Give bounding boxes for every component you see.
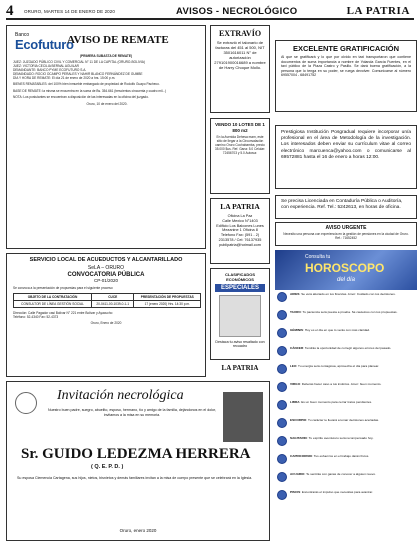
clasificados-label: CLASIFICADOS ECONÓMICOS [225, 272, 255, 282]
gratificacion-title: EXCELENTE GRATIFICACIÓN [292, 44, 400, 53]
page-date: ORURO, MARTES 14 DE ENERO DE 2020 [24, 9, 115, 14]
postgrado-body: Prestigiosa Institución Posgradual requiere incorporar un/a profesional en el área de Metodología de la investigación. Los interesados deben enviar su currículum vitae al correo electrónico marcuenca@yahoo.com o comunicarse al 69572881 hasta el 16 de enero a horas 12:00. [281, 130, 411, 160]
sign-text: Es un buen momento para cerrar tratos pendientes. [301, 400, 373, 404]
horoscope-banner-top: Consulta tu [305, 254, 331, 260]
horoscope-entry: LIBRA: Es un buen momento para cerrar tratos pendientes. [290, 400, 373, 404]
gratificacion-body: Al que se gratificará y lo que por olvido en taxi transportaron que contiene documentos de suma importancia a nombre de Yolanda García Fuentes, en el taxi público de la Plaza Castro y Pasillo. Se dará buena gratificación, a la persona que lo tenga en su poder, se ruega devolver. Comunicarse al número 69557004 - 68491752 [281, 55, 411, 77]
clasificados-sub: ESPECIALES [215, 284, 265, 292]
remate-line: BIENES REMATABLES: del 100% bien inmueble embargado de propiedad de Rodolfo Guapo Pacheco. [13, 82, 160, 87]
sign-name: VIRGO [290, 382, 300, 386]
la-patria-logo: LA PATRIA [221, 364, 259, 372]
sagittarius-icon [277, 436, 287, 446]
horoscope-entry: ACUARIO: Te sentirás con ganas de conocer a alguien nuevo. [290, 472, 376, 476]
remate-notice [6, 25, 206, 249]
table-header: CUCE [92, 294, 134, 301]
necrologica-title: Invitación necrológica [57, 388, 184, 403]
sign-name: ARIES [290, 292, 300, 296]
urgente-title: AVISO URGENTE [325, 225, 367, 231]
office-line: publipatria@hotmail.com [219, 242, 261, 247]
deceased-name: Sr. GUIDO LEDEZMA HERRERA [21, 446, 251, 462]
deceased-photo [223, 392, 263, 442]
remate-line: BASE DE REMATE: la misma se encuentra en la suma de Bs. 354.661 (trescientos cincuenta y cuatro mil...) [13, 88, 167, 93]
convocatoria-code: CP-01/2020 [93, 278, 119, 283]
office-line: 2313578 / Cel: 76137935 [218, 237, 262, 242]
necrologica-footer: Oruro, enero 2020 [119, 528, 157, 533]
cancer-icon [277, 346, 287, 356]
necrologica-notice [6, 381, 270, 541]
horoscope-entry: CÁNCER: Tendrás la oportunidad de corregir algunos errores del pasado. [290, 346, 392, 350]
convocatoria-footer: Teléfono: 52-4340 Fax: 52-4373 [13, 315, 59, 320]
remate-line: DEMANDADO: ROCIO OCAMPO PERALES Y NAHIR BLANCO FERNÁNDEZ DE GUMBE [13, 72, 143, 77]
horoscope-banner-title: HOROSCOPO [305, 261, 385, 275]
section-title: AVISOS - NECROLÓGICO [176, 6, 298, 17]
table-header: OBJETO DE LA CONTRATACIÓN [14, 294, 92, 301]
convocatoria-org-title: SERVICIO LOCAL DE ACUEDUCTOS Y ALCANTARILLADO [29, 257, 183, 263]
horoscope-entry: ESCORPIO: Tu carácter te llevará a tomar decisiones acertadas. [290, 418, 380, 422]
virgo-icon [277, 382, 287, 392]
aries-icon [277, 292, 287, 302]
vendo-notice [210, 118, 270, 194]
sign-name: GÉMINIS [290, 328, 304, 332]
urgente-body: Necesito una persona con experiencia en la gestión de pensiones en la ciudad de Oruro. Ref.: 71652452 [283, 232, 409, 241]
sign-name: PISCIS [290, 490, 301, 494]
sign-name: TAURO [290, 310, 301, 314]
table-row [14, 301, 201, 308]
remate-title: AVISO DE REMATE [67, 34, 169, 46]
pisces-icon [277, 490, 287, 500]
page-header [6, 4, 414, 20]
extravio-notice [210, 25, 270, 113]
gratificacion-notice [275, 40, 417, 112]
urgente-notice [275, 222, 417, 246]
sign-text: Encontrarás el impulso que necesitas para avanzar. [301, 490, 373, 494]
scorpio-icon [277, 418, 287, 428]
necrologica-body: Su esposa Clemencia Cartagena, sus hijos, nietos, bisnietos y demás familiares invitan a la misa de cuerpo presente que se celebrará en la Iglesia. [17, 476, 253, 480]
necrologica-intro: Nuestro buen padre, suegro, abuelito, esposo, hermano, tío y amigo de la familia, dejándonos en el dolor, invitamos a la misa en su memoria. [47, 408, 216, 417]
clasificados-image [219, 295, 261, 337]
bank-logo-small: Banco [15, 32, 30, 38]
cross-ornament-icon [15, 392, 37, 414]
table-cell: 17 (enero 2020) Hrs. 14:30 p.m. [134, 301, 201, 308]
capricorn-icon [277, 454, 287, 464]
horoscope-entry: ARIES: Se verá afectado en tus finanzas. Amor: Cuidado con tus decisiones. [290, 292, 396, 296]
horoscope-banner-bottom: del día [337, 277, 356, 283]
licenciada-body: Se precisa Licenciada en Contaduría Pública o Auditoría, con experiencia. Ref. Tel.: 5242613, en horas de oficina. [281, 199, 403, 210]
remate-line: DÍA Y HORA DE REMATE: El día 21 de enero de 2020 a hrs. 15:00 p.m. [13, 76, 116, 81]
table-cell: 20-0411-00-1039-0-1-1 [92, 301, 134, 308]
office-line: Edificio Los Balcones Lunes [216, 223, 264, 228]
taurus-icon [277, 310, 287, 320]
postgrado-notice [275, 125, 417, 189]
sign-name: SAGITARIO [290, 436, 307, 440]
remate-body [13, 60, 201, 106]
convocatoria-footer: Oruro, Enero de 2020 [90, 321, 122, 326]
libra-icon [277, 400, 287, 410]
horoscope-entry: PISCIS: Encontrarás el impulso que necesitas para avanzar. [290, 490, 373, 494]
vendo-body: En la Avenida Dehesa mam, este sitio de llegar a la Circunvalación camino Oruro Cochabamba, precio 35.000 $us. Ref. Gana: 5.0 Celular: 72456703 y 5.0 Autosur. [214, 135, 266, 156]
convocatoria-title: CONVOCATORIA PÚBLICA [67, 272, 145, 278]
clasificados-footer: Destaca tu aviso resaltado con recuadro [215, 340, 265, 349]
sign-text: Se verá afectado en tus finanzas. Amor: Cuidado con tus decisiones. [301, 292, 396, 296]
sign-text: Tu espíritu aventurero será recompensado hoy. [308, 436, 374, 440]
sign-text: Te sentirás con ganas de conocer a alguien nuevo. [306, 472, 376, 476]
sign-name: CÁNCER [290, 346, 304, 350]
bank-logo: Ecofuturo [15, 37, 74, 52]
leo-icon [277, 364, 287, 374]
convocatoria-table [13, 293, 201, 308]
horoscope-entry: VIRGO: Deberás hacer caso a tus instintos. Amor: buen momento. [290, 382, 382, 386]
la-patria-office-box [210, 198, 270, 264]
convocatoria-intro: Se convoca a la presentación de propuestas para el siguiente proceso: [13, 286, 114, 290]
horoscope-entry: TAURO: Tu paciencia será puesta a prueba. Sé cauteloso con tus propuestas. [290, 310, 398, 314]
office-line: Telefono Fax: (591 - 2) [220, 233, 260, 238]
sign-name: CAPRICORNIO [290, 454, 313, 458]
extravio-body: Se extravió el talonario de facturas del 451 al 500, NIT 3501616011 N° de autorización 279101900016689 a nombre de Harry Choque Mollo. [214, 40, 266, 70]
office-lines [211, 214, 269, 248]
remate-line: JUEZ: VICTORIA CECILIA BERNAL AGUILAR [13, 64, 79, 69]
remate-subtitle: (PRIMERA SUBASTA DE REMATE) [79, 54, 133, 58]
sign-name: ACUARIO [290, 472, 305, 476]
horoscope-banner [275, 250, 417, 290]
table-cell: CONSULTOR DE LÍNEA GESTIÓN SOCIAL [14, 301, 92, 308]
convocatoria-footer: Dirección: Calle Pagador casi Bolívar N° 221 entre Bolívar y Ayacucho [13, 311, 113, 316]
sign-name: ESCORPIO [290, 418, 307, 422]
horoscope-entry: LEO: Tu energía será contagiosa, aprovecha el día para planear. [290, 364, 380, 368]
office-title: LA PATRIA [220, 202, 260, 211]
sign-text: Tu paciencia será puesta a prueba. Sé cauteloso con tus propuestas. [302, 310, 398, 314]
extravio-title: EXTRAVÍO [218, 29, 262, 38]
la-patria-logo-ad [210, 364, 270, 372]
sign-text: Hoy es el día en que lo verás con más claridad. [304, 328, 370, 332]
office-line: Mezanine 1 Oficina 8 [222, 228, 258, 233]
sign-name: LIBRA [290, 400, 300, 404]
licenciada-notice [275, 195, 417, 219]
convocatoria-notice [6, 253, 206, 377]
page-number: 4 [6, 3, 14, 19]
remate-line: DEMANDANTE: BANCO PYME ECOFUTURO S.A. [13, 68, 87, 73]
table-header: PRESENTACIÓN DE PROPUESTAS [134, 294, 201, 301]
horoscope-entry: GÉMINIS: Hoy es el día en que lo verás con más claridad. [290, 328, 370, 332]
remate-line: Oruro, 10 de enero del 2020. [86, 101, 128, 106]
office-line: Calle Mexico N°1403 [222, 218, 258, 223]
clasificados-ad [210, 268, 270, 360]
remate-line: JUEZ: JUZGADO PÚBLICO CIVIL Y COMERCIAL N° 11 DE LA CAPITAL (ORURO-BOLIVIA) [13, 60, 145, 64]
remate-line: NOTA: Los postulantes se encuentran a disposición de las interesadas en la oficina del juzgado. [13, 94, 149, 99]
sign-text: Deberás hacer caso a tus instintos. Amor: buen momento. [301, 382, 382, 386]
newspaper-brand: LA PATRIA [346, 5, 410, 17]
sign-text: Tendrás la oportunidad de corregir algunos errores del pasado. [304, 346, 392, 350]
sign-text: Tus esfuerzos en el trabajo darán frutos. [313, 454, 370, 458]
sign-name: LEO [290, 364, 297, 368]
office-line: Oficina La Paz [227, 214, 253, 218]
sign-text: Tu carácter te llevará a tomar decisiones acertadas. [308, 418, 380, 422]
sign-text: Tu energía será contagiosa, aprovecha el día para planear. [298, 364, 380, 368]
aquarius-icon [277, 472, 287, 482]
horoscope-entry: SAGITARIO: Tu espíritu aventurero será recompensado hoy. [290, 436, 374, 440]
gemini-icon [277, 328, 287, 338]
rip-label: ( Q. E. P. D. ) [91, 464, 124, 470]
convocatoria-org: SeLA – ORURO [87, 265, 125, 271]
horoscope-entry: CAPRICORNIO: Tus esfuerzos en el trabajo darán frutos. [290, 454, 370, 458]
vendo-title: VENDO 10 LOTES DE 1 800 m2 [215, 122, 265, 133]
